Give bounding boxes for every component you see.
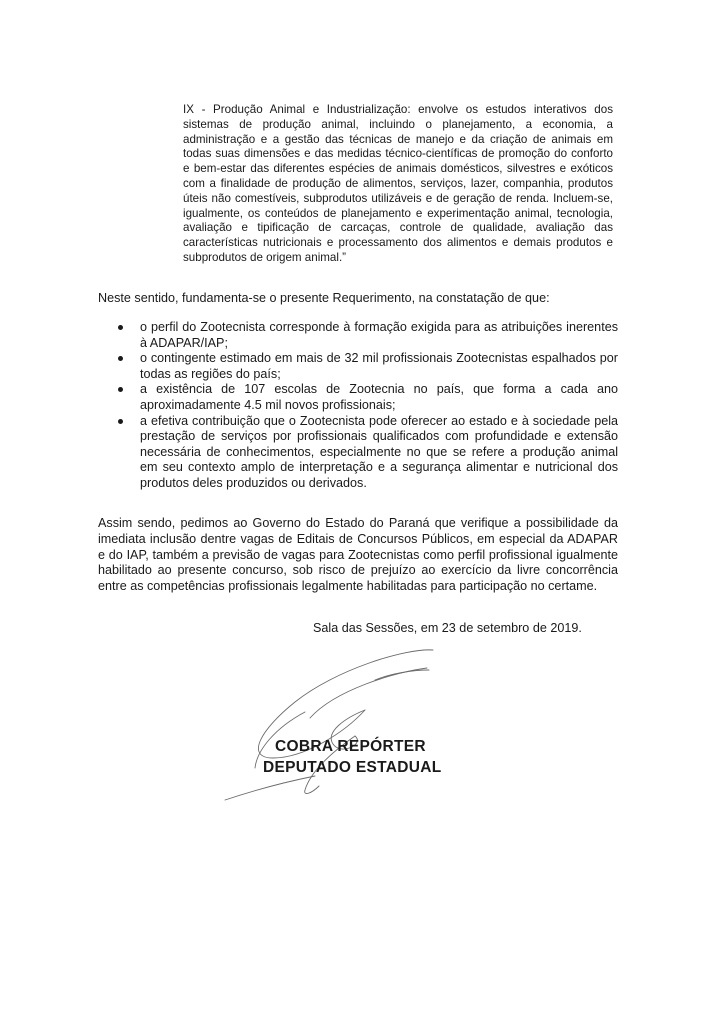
list-item xyxy=(98,320,618,351)
signatory-name: COBRA REPÓRTER xyxy=(275,738,426,755)
quoted-article-paragraph: IX - Produção Animal e Industrialização: envolve os estudos interativos dos sistemas de produção animal, incluindo o planejamento, a economia, a administração e a gestão das técnicas de manejo e da criação de animais em todas suas dimensões e das medidas técnico-científicas de promoção do conforto e bem-estar das diferentes espécies de animais domésticos, silvestres e exóticos com a finalidade de produção de alimentos, serviços, lazer, companhia, produtos úteis não comestíveis, subprodutos utilizáveis e de geração de renda. Incluem-se, igualmente, os conteúdos de planejamento e experimentação animal, tecnologia, avaliação e tipificação de carcaças, controle de qualidade, avaliação das características nutricionais e processamento dos alimentos e demais produtos e subprodutos de origem animal.” xyxy=(183,103,613,264)
signatory-title: DEPUTADO ESTADUAL xyxy=(263,759,442,776)
intro-sentence: Neste sentido, fundamenta-se o presente Requerimento, na constatação de que: xyxy=(98,291,550,305)
list-item-text: a existência de 107 escolas de Zootecnia no país, que forma a cada ano aproximadamente 4.5 mil novos profissionais; xyxy=(140,382,618,412)
bullet-dot-icon xyxy=(118,325,123,330)
list-item-text: o perfil do Zootecnista corresponde à formação exigida para as atribuições inerentes à ADAPAR/IAP; xyxy=(140,320,618,350)
list-item xyxy=(98,414,618,492)
list-item-text: o contingente estimado em mais de 32 mil profissionais Zootecnistas espalhados por todas as regiões do país; xyxy=(140,351,618,381)
list-item xyxy=(98,382,618,413)
justification-list xyxy=(98,320,618,492)
list-item-text: a efetiva contribuição que o Zootecnista pode oferecer ao estado e à sociedade pela prestação de serviços por profissionais qualificados com profundidade e extensão necessária de conhecimentos, especialmente no que se refere a produção animal em seu contexto amplo de interpretação e a segurança alimentar e nutricional dos produtos deles produzidos ou derivados. xyxy=(140,413,618,490)
handwritten-signature-icon xyxy=(215,640,475,810)
bullet-dot-icon xyxy=(118,356,123,361)
bullet-dot-icon xyxy=(118,419,123,424)
bullet-dot-icon xyxy=(118,387,123,392)
closing-paragraph: Assim sendo, pedimos ao Governo do Estado do Paraná que verifique a possibilidade da imediata inclusão dentre vagas de Editais de Concursos Públicos, em especial da ADAPAR e do IAP, também a previsão de vagas para Zootecnistas como perfil profissional igualmente habilitado ao presente concurso, sob risco de prejuízo ao exercício da livre concorrência entre as competências profissionais legalmente habilitadas para participação no certame. xyxy=(98,516,618,594)
list-item xyxy=(98,351,618,382)
place-date: Sala das Sessões, em 23 de setembro de 2019. xyxy=(313,621,582,635)
